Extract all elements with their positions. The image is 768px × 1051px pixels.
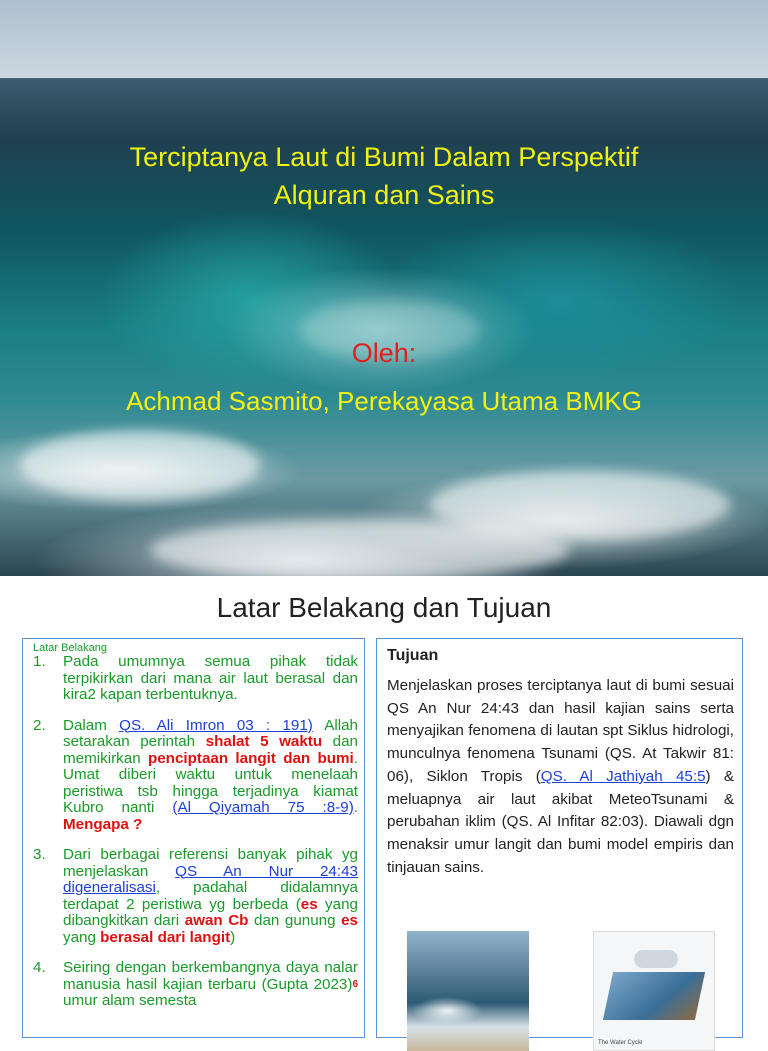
objective-box: [376, 638, 743, 1046]
tsunami-image: [407, 931, 529, 1051]
list-item: [33, 847, 358, 946]
item-number: 4.: [33, 959, 46, 976]
item-text: Dalam QS. Ali Imron 03 : 191) Allah setarakan perintah shalat 5 waktu dan memikirkan penciptaan langit dan bumi. Umat diberi waktu untuk menelaah peristiwa tsb hingga terjadinya kiamat Kubro nanti (Al Qiyamah 75 :8-9). Mengapa ?: [63, 716, 359, 833]
item-number: 2.: [33, 716, 46, 734]
slide2-title: Latar Belakang dan Tujuan: [216, 592, 552, 623]
list-item: [33, 960, 358, 1010]
quran-ref-link[interactable]: QS An Nur 24:43 digeneralisasi: [63, 862, 358, 896]
quran-ref-link[interactable]: QS. Al Jathiyah 45:5: [540, 767, 706, 785]
image-caption: The Water Cycle: [598, 1040, 643, 1046]
quran-ref-link[interactable]: (Al Qiyamah 75 :8-9): [172, 799, 354, 816]
item-text: Seiring dengan berkembangnya daya nalar manusia hasil kajian terbaru (Gupta 2023)$^6$ umur alam semesta: [63, 959, 358, 1009]
wave-foam: [20, 430, 260, 500]
land-shape: [603, 972, 705, 1020]
sky: [0, 0, 768, 78]
background-slide: [0, 576, 768, 1046]
by-label: Oleh:: [351, 338, 417, 368]
quran-ref-link[interactable]: QS. Ali Imron 03 : 191): [119, 716, 313, 734]
item-number: 1.: [33, 653, 46, 670]
objective-heading: Tujuan: [387, 647, 439, 664]
list-item: [33, 718, 358, 834]
item-text: Dari berbagai referensi banyak pihak yg menjelaskan QS An Nur 24:43 digeneralisasi, padahal didalamnya terdapat 2 peristiwa yg berbeda (es yang dibangkitkan dari awan Cb dan gunung es yang berasal dari langit): [63, 846, 359, 946]
cloud-shape: [634, 950, 678, 968]
item-number: 3.: [33, 846, 46, 863]
slide-title-line1: Terciptanya Laut di Bumi Dalam Perspektif: [129, 142, 639, 172]
author-name: Achmad Sasmito, Perekayasa Utama BMKG: [126, 386, 642, 416]
background-list: [23, 654, 364, 1010]
item-text: Pada umumnya semua pihak tidak terpikirkan dari mana air laut berasal dan kira2 kapan terbentuknya.: [63, 653, 358, 703]
background-box: [22, 638, 365, 1038]
wave-foam: [150, 520, 570, 580]
objective-text: Menjelaskan proses terciptanya laut di bumi sesuai QS An Nur 24:43 dan hasil kajian sains serta menyajikan fenomena di lautan spt Siklus hidrologi, munculnya fenomena Tsunami (QS. At Takwir 81: 06), Siklon Tropis (QS. Al Jathiyah 45:5) & meluapnya air laut akibat MeteoTsunami & perubahan iklim (QS. Al Infitar 82:03). Diawali dgn menaksir umur langit dan bumi model empiris dan tinjauan sains.: [387, 677, 734, 876]
slide-title-line2: Alquran dan Sains: [273, 180, 495, 210]
background-heading: Latar Belakang: [33, 642, 107, 654]
list-item: [33, 654, 358, 704]
water-cycle-image: [593, 931, 715, 1051]
